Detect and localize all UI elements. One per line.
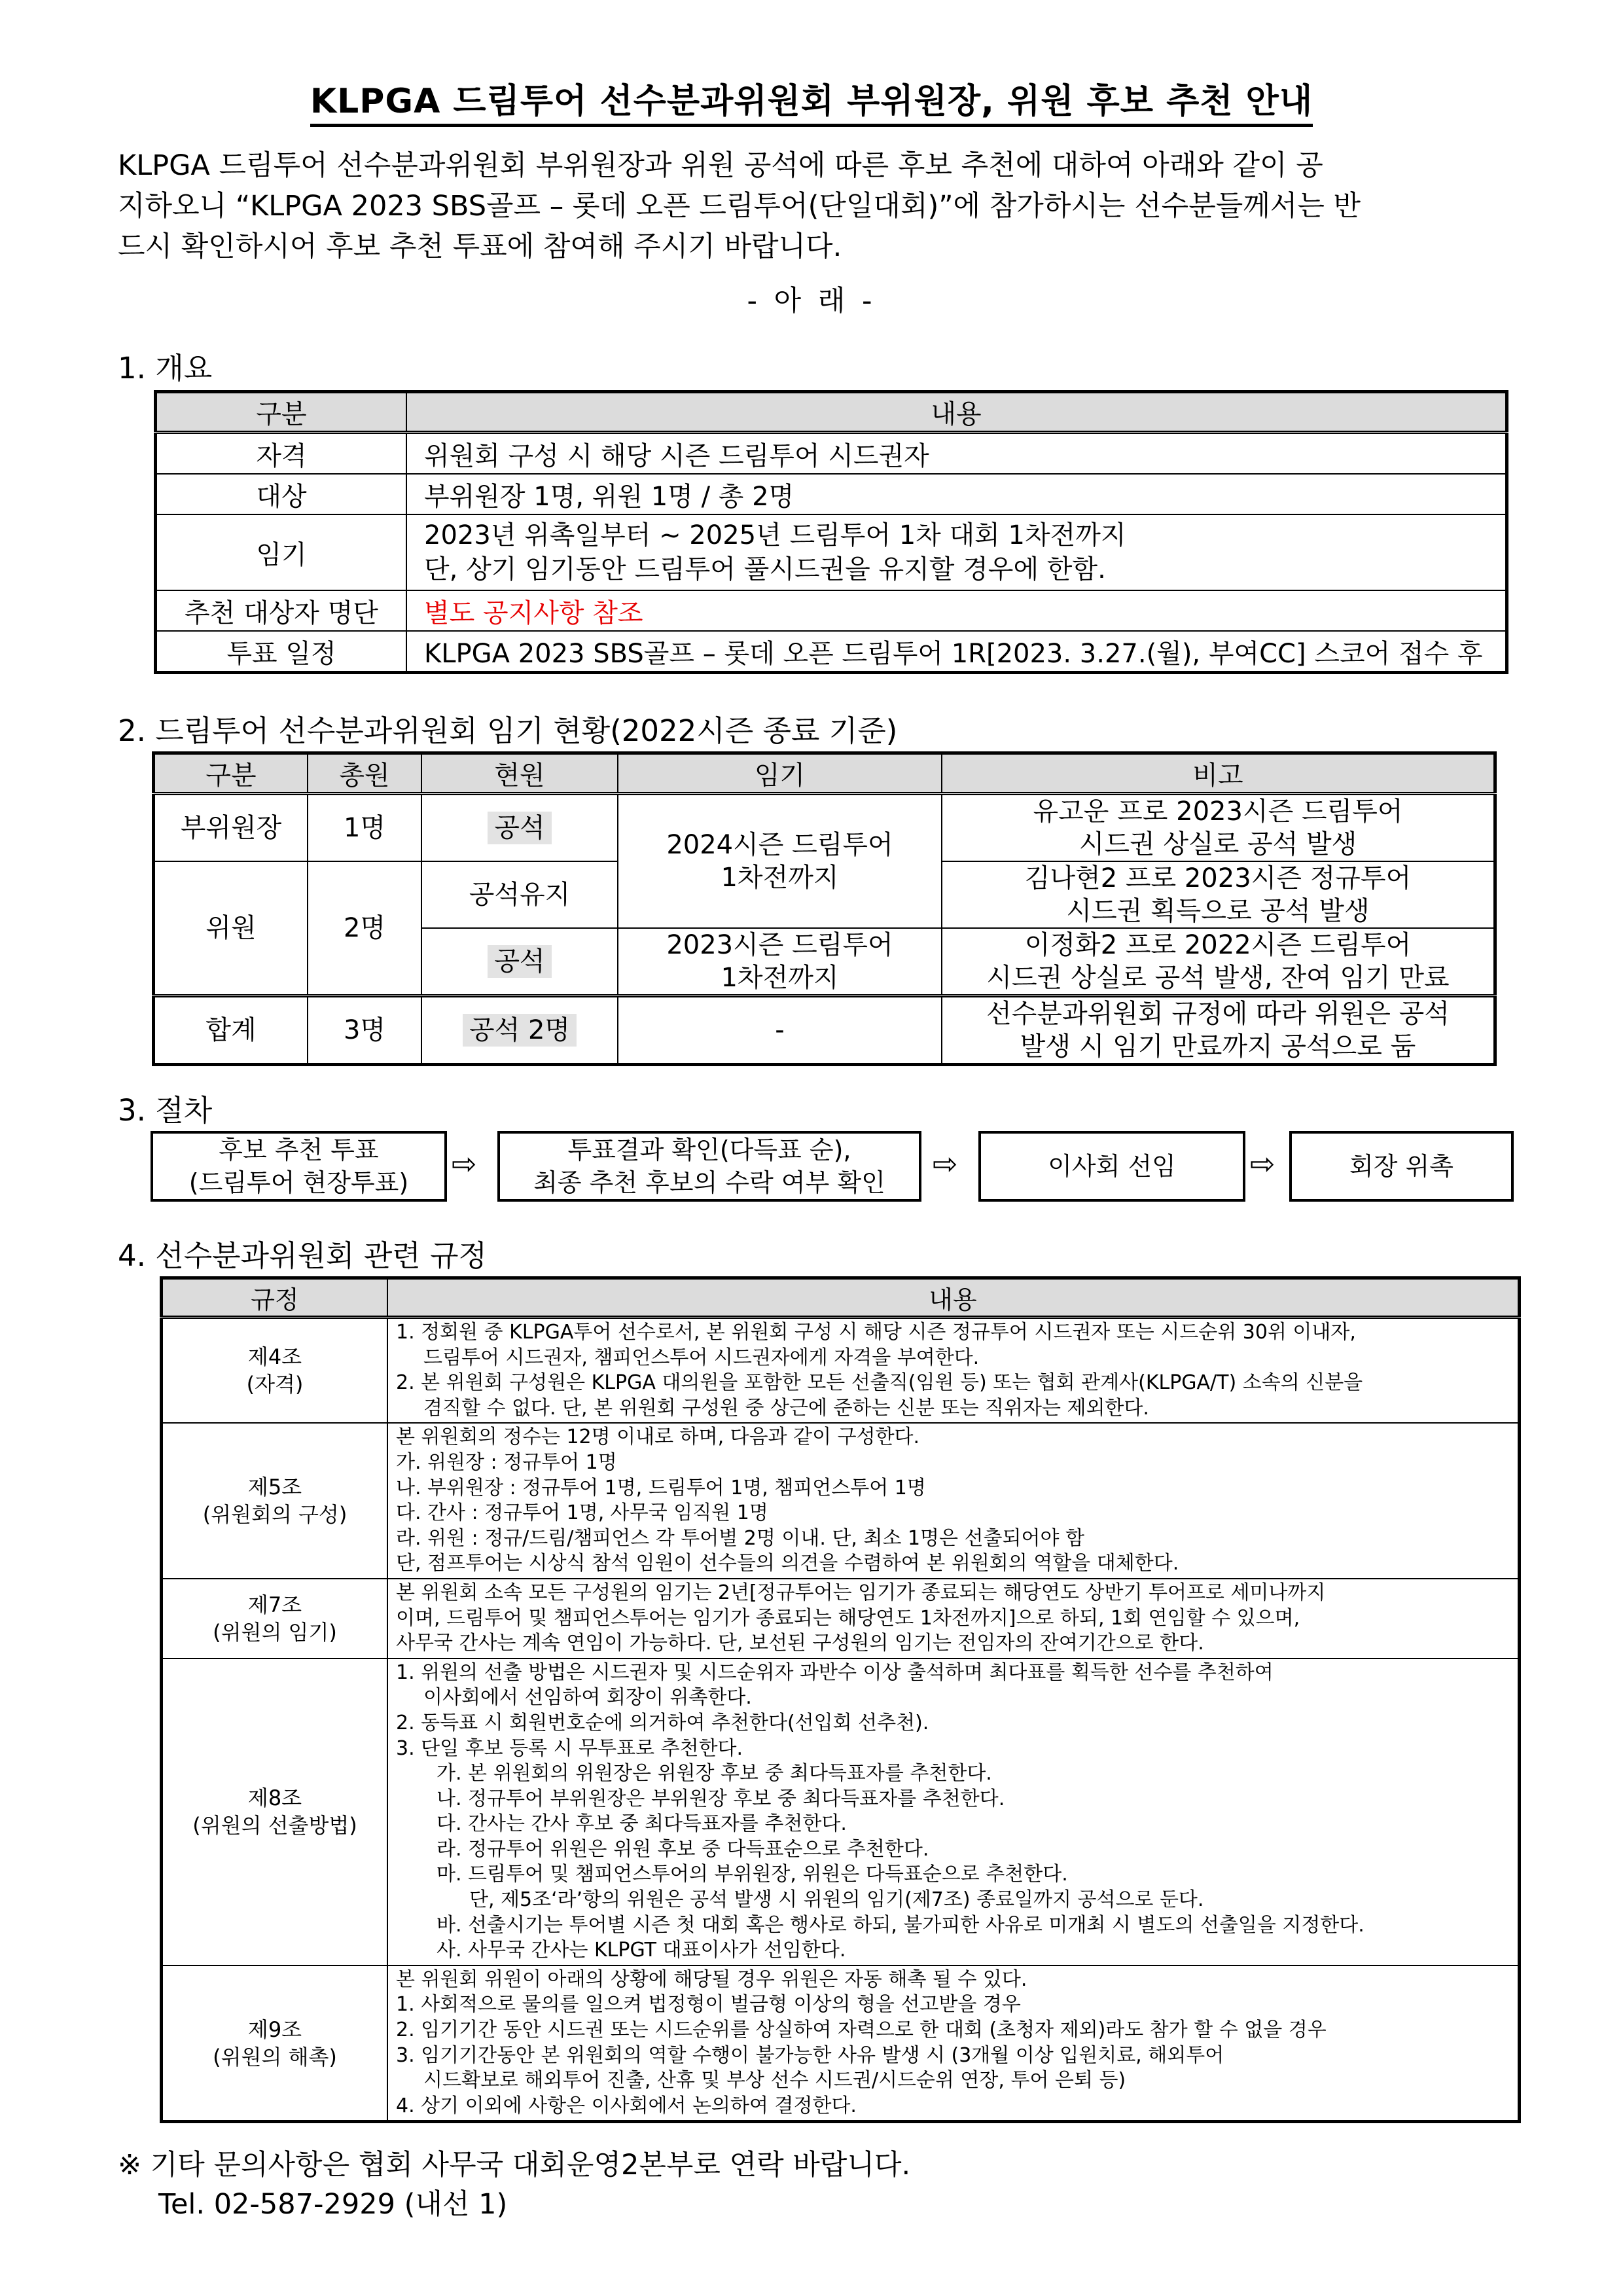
row-current — [421, 996, 618, 1065]
table-row — [162, 1659, 1520, 1965]
article-title: (위원회의 구성) — [202, 1502, 348, 1528]
procedure-step-board: 이사회 선임 — [978, 1131, 1245, 1202]
content-line: 본 위원회의 정수는 12명 이내로 하며, 다음과 같이 구성한다. — [396, 1426, 920, 1449]
row-value: KLPGA 2023 SBS골프 – 롯데 오픈 드림투어 1R[2023. 3.27.(월), 부여CC] 스코어 접수 후 — [406, 631, 1507, 673]
step-line: (드림투어 현장투표) — [188, 1168, 409, 1197]
vacancy-badge: 공석 — [488, 945, 551, 978]
content-line: 이며, 드림투어 및 챔피언스투어는 임기가 종료되는 해당연도 1차전까지]으로 하되, 1회 연임할 수 있으며, — [396, 1606, 1300, 1630]
table-row — [154, 794, 1495, 862]
row-label: 추천 대상자 명단 — [156, 590, 407, 631]
content-line: 다. 간사는 간사 후보 중 최다득표자를 추천한다. — [437, 1812, 847, 1836]
arrow-right-icon: ⇨ — [933, 1146, 958, 1181]
content-line: 사. 사무국 간사는 KLPGT 대표이사가 선임한다. — [437, 1939, 846, 1962]
row-current — [421, 928, 618, 996]
intro-line: 지하오니 “KLPGA 2023 SBS골프 – 롯데 오픈 드림투어(단일대회)”에 참가하시는 선수분들께서는 반 — [118, 190, 1361, 223]
content-line: 겸직할 수 없다. 단, 본 위원회 구성원 중 상근에 준하는 신분 또는 직위자는 제외한다. — [423, 1396, 1149, 1420]
note-line: 시드권 상실로 공석 발생, 잔여 임기 만료 — [986, 963, 1450, 993]
row-note — [942, 861, 1495, 928]
content-line: 단, 제5조‘라’항의 위원은 공석 발생 시 위원의 임기(제7조) 종료일까지 공석으로 둔다. — [469, 1888, 1204, 1912]
row-label: 자격 — [156, 433, 407, 475]
row-total: 3명 — [308, 996, 421, 1065]
table-row — [162, 1318, 1520, 1424]
row-value: 위원회 구성 시 해당 시즌 드림투어 시드권자 — [406, 433, 1507, 475]
header-term: 임기 — [618, 753, 942, 794]
article-cell — [162, 1579, 388, 1659]
row-note — [942, 794, 1495, 862]
vacancy-badge: 공석 2명 — [463, 1014, 577, 1047]
row-label: 임기 — [156, 514, 407, 590]
row-value-line: 단, 상기 임기동안 드림투어 풀시드권을 유지할 경우에 한함. — [424, 554, 1106, 584]
article-number: 제5조 — [247, 1475, 302, 1500]
content-line: 1. 사회적으로 물의를 일으켜 법정형이 벌금형 이상의 형을 선고받을 경우 — [396, 1993, 1021, 2017]
table-row — [162, 1965, 1520, 2122]
content-line: 2. 임기기간 동안 시드권 또는 시드순위를 상실하여 자력으로 한 대회 (초청자 제외)라도 참가 할 수 없을 경우 — [396, 2018, 1327, 2042]
content-line: 본 위원회 위원이 아래의 상황에 해당될 경우 위원은 자동 해촉 될 수 있다. — [396, 1967, 1027, 1991]
row-value-line: 2023년 위촉일부터 ~ 2025년 드림투어 1차 대회 1차전까지 — [424, 520, 1126, 550]
content-line: 드림투어 시드권자, 챔피언스투어 시드권자에게 자격을 부여한다. — [423, 1346, 980, 1369]
row-label: 위원 — [154, 861, 308, 996]
article-content — [387, 1965, 1520, 2122]
term-status-table — [152, 751, 1497, 1066]
table-row — [162, 1423, 1520, 1579]
step-line: 후보 추천 투표 — [219, 1136, 379, 1164]
section3-heading: 3. 절차 — [118, 1093, 213, 1128]
arrow-right-icon: ⇨ — [452, 1146, 477, 1181]
article-content — [387, 1318, 1520, 1424]
content-line: 2. 본 위원회 구성원은 KLPGA 대의원을 포함한 모든 선출직(임원 등) 또는 협회 관계사(KLPGA/T) 소속의 신분을 — [396, 1371, 1363, 1395]
article-cell — [162, 1965, 388, 2122]
row-label: 투표 일정 — [156, 631, 407, 673]
article-number: 제4조 — [247, 1344, 302, 1370]
term-line: 1차전까지 — [721, 863, 839, 893]
step-line: 투표결과 확인(다득표 순), — [567, 1136, 851, 1164]
overview-table — [154, 390, 1508, 674]
row-current — [421, 794, 618, 862]
note-line: 시드권 상실로 공석 발생 — [1079, 829, 1357, 859]
article-cell — [162, 1318, 388, 1424]
row-term: - — [618, 996, 942, 1065]
content-line: 나. 정규투어 부위원장은 부위원장 후보 중 최다득표자를 추천한다. — [437, 1787, 1005, 1810]
content-line: 라. 정규투어 위원은 위원 후보 중 다득표순으로 추천한다. — [437, 1837, 929, 1861]
term-line: 2024시즌 드림투어 — [666, 830, 893, 860]
row-value — [406, 514, 1507, 590]
header-note: 비고 — [942, 753, 1495, 794]
table-header-row — [156, 392, 1507, 433]
note-line: 이정화2 프로 2022시즌 드림투어 — [1024, 930, 1412, 960]
header-category: 구분 — [154, 753, 308, 794]
row-value: 부위원장 1명, 위원 1명 / 총 2명 — [406, 474, 1507, 514]
note-line: 선수분과위원회 규정에 따라 위원은 공석 — [986, 999, 1450, 1029]
arae-heading: - 아 래 - — [747, 285, 876, 317]
content-line: 바. 선출시기는 투어별 시즌 첫 대회 혹은 행사로 하되, 불가피한 사유로 미개최 시 별도의 선출일을 지정한다. — [437, 1913, 1364, 1937]
row-label: 대상 — [156, 474, 407, 514]
content-line: 시드확보로 해외투어 진출, 산휴 및 부상 선수 시드권/시드순위 연장, 투어 은퇴 등) — [423, 2069, 1126, 2092]
intro-line: KLPGA 드림투어 선수분과위원회 부위원장과 위원 공석에 따른 후보 추천에 대하여 아래와 같이 공 — [118, 149, 1323, 182]
row-label: 합계 — [154, 996, 308, 1065]
row-total: 2명 — [308, 861, 421, 996]
arrow-right-icon: ⇨ — [1250, 1146, 1275, 1181]
article-number: 제8조 — [247, 1785, 302, 1811]
content-line: 가. 위원장 : 정규투어 1명 — [396, 1450, 617, 1474]
article-content — [387, 1659, 1520, 1965]
content-line: 본 위원회 소속 모든 구성원의 임기는 2년[정규투어는 임기가 종료되는 해당연도 상반기 투어프로 세미나까지 — [396, 1581, 1326, 1604]
table-row — [156, 590, 1507, 631]
table-header-row — [162, 1278, 1520, 1318]
header-current: 현원 — [421, 753, 618, 794]
content-line: 마. 드림투어 및 챔피언스투어의 부위원장, 위원은 다득표순으로 추천한다. — [437, 1863, 1068, 1886]
note-line: 시드권 획득으로 공석 발생 — [1066, 896, 1370, 926]
note-line: 김나현2 프로 2023시즌 정규투어 — [1024, 863, 1412, 893]
content-line: 이사회에서 선임하여 회장이 위촉한다. — [423, 1686, 752, 1710]
content-line: 3. 단일 후보 등록 시 무투표로 추천한다. — [396, 1736, 743, 1760]
article-title: (위원의 해촉) — [213, 2044, 337, 2070]
vacancy-badge: 공석 — [488, 812, 551, 844]
content-line: 3. 임기기간동안 본 위원회의 역할 수행이 불가능한 사유 발생 시 (3개월 이상 입원치료, 해외투어 — [396, 2043, 1224, 2067]
article-number: 제7조 — [247, 1592, 302, 1617]
content-line: 2. 동득표 시 회원번호순에 의거하여 추천한다(선입회 선추천). — [396, 1711, 929, 1734]
row-label: 부위원장 — [154, 794, 308, 862]
procedure-step-vote — [151, 1131, 447, 1202]
header-category: 구분 — [156, 392, 407, 433]
row-current: 공석유지 — [421, 861, 618, 928]
header-article: 규정 — [162, 1278, 388, 1318]
header-content: 내용 — [406, 392, 1507, 433]
procedure-step-confirm — [497, 1131, 921, 1202]
row-term — [618, 928, 942, 996]
page-title-text: KLPGA 드림투어 선수분과위원회 부위원장, 위원 후보 추천 안내 — [310, 82, 1313, 127]
table-row — [156, 514, 1507, 590]
intro-paragraph — [118, 145, 1518, 267]
content-line: 4. 상기 이외에 사항은 이사회에서 논의하여 결정한다. — [396, 2094, 857, 2117]
term-line: 2023시즌 드림투어 — [666, 930, 893, 960]
content-line: 라. 위원 : 정규/드림/챔피언스 각 투어별 2명 이내. 단, 최소 1명은 선출되어야 함 — [396, 1526, 1084, 1550]
section4-heading: 4. 선수분과위원회 관련 규정 — [118, 1238, 488, 1273]
total-row — [154, 996, 1495, 1065]
page-title — [0, 73, 1623, 122]
header-total: 총원 — [308, 753, 421, 794]
section1-heading: 1. 개요 — [118, 351, 213, 386]
table-row — [162, 1579, 1520, 1659]
procedure-step-appoint: 회장 위촉 — [1289, 1131, 1514, 1202]
table-header-row — [154, 753, 1495, 794]
row-note — [942, 996, 1495, 1065]
article-title: (위원의 임기) — [213, 1619, 337, 1645]
term-line: 1차전까지 — [721, 963, 839, 993]
article-content — [387, 1423, 1520, 1579]
article-title: (위원의 선출방법) — [192, 1813, 357, 1839]
content-line: 다. 간사 : 정규투어 1명, 사무국 임직원 1명 — [396, 1501, 768, 1525]
content-line: 단, 점프투어는 시상식 참석 임원이 선수들의 의견을 수렴하여 본 위원회의 역할을 대체한다. — [396, 1552, 1179, 1575]
table-row — [156, 433, 1507, 475]
article-content — [387, 1579, 1520, 1659]
regulations-table — [160, 1276, 1521, 2123]
footer-contact — [118, 2145, 910, 2224]
footer-phone: Tel. 02-587-2929 (내선 1) — [158, 2188, 508, 2221]
note-line: 발생 시 임기 만료까지 공석으로 둠 — [1020, 1031, 1416, 1062]
article-cell — [162, 1423, 388, 1579]
note-line: 유고운 프로 2023시즌 드림투어 — [1033, 797, 1403, 827]
article-number: 제9조 — [247, 2017, 302, 2042]
article-cell — [162, 1659, 388, 1965]
content-line: 1. 위원의 선출 방법은 시드권자 및 시드순위자 과반수 이상 출석하며 최다표를 획득한 선수를 추천하여 — [396, 1660, 1274, 1684]
row-term — [618, 794, 942, 929]
notice-reference: 별도 공지사항 참조 — [406, 590, 1507, 631]
table-row — [156, 474, 1507, 514]
step-line: 최종 추천 후보의 수락 여부 확인 — [533, 1168, 885, 1197]
section2-heading: 2. 드림투어 선수분과위원회 임기 현황(2022시즌 종료 기준) — [118, 713, 898, 748]
row-note — [942, 928, 1495, 996]
content-line: 1. 정회원 중 KLPGA투어 선수로서, 본 위원회 구성 시 해당 시즌 정규투어 시드권자 또는 시드순위 30위 이내자, — [396, 1321, 1356, 1344]
header-content: 내용 — [387, 1278, 1520, 1318]
table-row — [156, 631, 1507, 673]
content-line: 가. 본 위원회의 위원장은 위원장 후보 중 최다득표자를 추천한다. — [437, 1762, 992, 1785]
intro-line: 드시 확인하시어 후보 추천 투표에 참여해 주시기 바랍니다. — [118, 230, 842, 263]
footer-note: ※ 기타 문의사항은 협회 사무국 대회운영2본부로 연락 바랍니다. — [118, 2149, 911, 2181]
row-total: 1명 — [308, 794, 421, 862]
content-line: 나. 부위원장 : 정규투어 1명, 드림투어 1명, 챔피언스투어 1명 — [396, 1476, 926, 1499]
content-line: 사무국 간사는 계속 연임이 가능하다. 단, 보선된 구성원의 임기는 전임자의 잔여기간으로 한다. — [396, 1632, 1204, 1655]
article-title: (자격) — [246, 1372, 304, 1397]
